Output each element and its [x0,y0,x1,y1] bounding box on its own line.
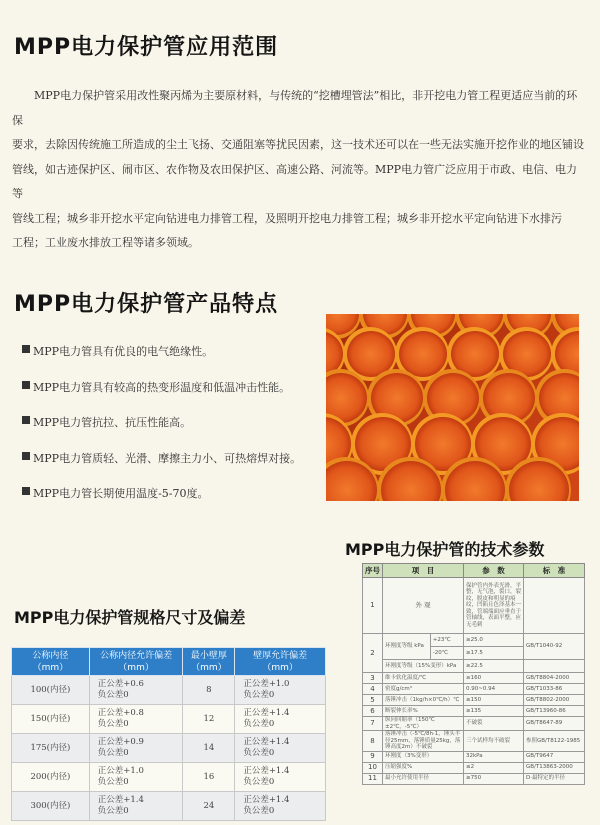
diameter-tolerance-cell [89,676,183,705]
table-row [363,634,585,647]
wall-tolerance-cell [235,676,326,705]
sub-item-cell: -20℃ [430,647,463,660]
std-cell: GB/T8647-89 [524,717,585,731]
wall-tolerance-cell [235,734,326,763]
item-cell: 压缩强度% [383,762,464,773]
header-line: 壁厚允许偏差 [253,650,308,661]
tolerance-line: 负公差0 [243,806,275,816]
tolerance-line: 正公差+0.9 [97,737,144,747]
row-number: 4 [363,684,383,695]
tolerance-line: 正公差+1.4 [243,708,290,718]
header-line: （mm） [32,662,69,673]
table-header-row [363,564,585,578]
std-cell: GB/T1033-86 [524,684,585,695]
row-number: 9 [363,751,383,762]
paragraph-line: MPP电力保护管采用改性聚丙烯为主要原材料，与传统的“挖槽埋管法”相比，非开挖电力管工程更适应当前的环保 [12,89,578,127]
item-cell: 纵向回缩率（150℃±2℃，-5℃） [383,717,464,731]
param-cell: ≥160 [464,673,524,684]
diameter-cell: 300(内径) [12,792,90,821]
table-row [363,578,585,634]
item-cell: 最小允许使用半径 [383,773,464,784]
std-cell [524,660,585,673]
param-cell: 0.90~0.94 [464,684,524,695]
tolerance-line: 负公差0 [97,806,129,816]
wall-tolerance-cell [235,792,326,821]
section-title-specs: MPP电力保护管规格尺寸及偏差 [14,608,246,627]
pipe-opening [347,331,395,377]
header-line: （mm） [118,662,154,673]
diameter-tolerance-cell [89,763,183,792]
column-header: 参 数 [464,564,524,578]
diameter-tolerance-cell [89,734,183,763]
tolerance-line: 正公差+0.8 [97,708,144,718]
wall-tolerance-cell [235,705,326,734]
column-header [12,648,90,676]
wall-thickness-cell: 16 [183,763,235,792]
wall-thickness-cell: 8 [183,676,235,705]
tolerance-line: 负公差0 [97,748,129,758]
row-number: 10 [363,762,383,773]
diameter-tolerance-cell [89,792,183,821]
header-line: 最小壁厚 [190,650,227,661]
diameter-cell: 175(内径) [12,734,90,763]
column-header [235,648,326,676]
feature-text: MPP电力管具有优良的电气绝缘性。 [33,345,214,358]
feature-text: MPP电力管具有较高的热变形温度和低温冲击性能。 [33,380,291,394]
paragraph-line: 管线，如古迹保护区、闹市区、农作物及农田保护区、高速公路、河流等。MPP电力管广泛应用于市政、电信、电力等 [12,162,578,200]
item-cell: 密度g/cm³ [383,684,464,695]
tolerance-line: 正公差+1.4 [243,795,290,805]
pipe-opening [399,331,447,377]
square-bullet-icon [22,487,30,495]
tolerance-line: 负公差0 [97,719,129,729]
table-row [12,676,326,705]
param-cell: ≥25.0 [464,634,524,647]
row-number: 3 [363,673,383,684]
pipes-photo [326,314,579,501]
tolerance-line: 正公差+1.4 [243,737,290,747]
wall-thickness-cell: 24 [183,792,235,821]
std-cell: GB/T13960-86 [524,706,585,717]
table-row [12,734,326,763]
item-cell: 断裂伸长率% [383,706,464,717]
tolerance-line: 正公差+1.0 [243,679,290,689]
header-line: （mm） [262,662,298,673]
item-cell: 环刚度（3%变形） [383,751,464,762]
std-cell: D·最特定的半径 [524,773,585,784]
std-cell: GB/T1040-92 [524,634,585,660]
std-cell: GB/T13863-2000 [524,762,585,773]
row-number: 11 [363,773,383,784]
std-cell: 参照GB/T8122-1985 [524,731,585,752]
pipes-illustration [326,314,579,501]
spec-table [11,647,326,821]
header-line: 公称内径允许偏差 [100,650,173,661]
wall-tolerance-cell [235,763,326,792]
tolerance-line: 正公差+1.4 [97,795,144,805]
header-line: 公称内径 [32,650,69,661]
std-cell [524,578,585,634]
param-cell: 保护管内外表光滑，平整，无气泡，裂口，裂纹，脱皮和明显的痕纹，凹陷且色泽基本一致，管端端面应垂直于管轴线，表面平整，应无毛刺 [464,578,524,634]
std-cell: GB/T9647 [524,751,585,762]
std-cell: GB/T8802-2000 [524,695,585,706]
table-row [363,673,585,684]
tolerance-line: 负公差0 [243,690,275,700]
row-number: 8 [363,731,383,752]
wall-thickness-cell: 12 [183,705,235,734]
header-line: （mm） [191,662,227,673]
tech-params-table [362,563,585,785]
item-cell: 外 观 [383,578,464,634]
item-cell: 落锤冲击（-5℃/8h·1，锤头半径25mm，落锤质量25kg，落锤高度2m）不破裂 [383,731,464,752]
param-cell: ≥135 [464,706,524,717]
tolerance-line: 负公差0 [243,777,275,787]
section-title-tech-params: MPP电力保护管的技术参数 [345,540,545,559]
param-cell: ≥150 [464,695,524,706]
column-header: 项 目 [383,564,464,578]
item-cell: 维卡软化温度/℃ [383,673,464,684]
column-header: 标 准 [524,564,585,578]
feature-list [22,343,322,521]
section-title-application: MPP电力保护管应用范围 [14,35,279,60]
param-cell: ≤2 [464,762,524,773]
table-row [12,792,326,821]
table-row [363,706,585,717]
square-bullet-icon [22,345,30,353]
tolerance-line: 正公差+0.6 [97,679,144,689]
column-header: 序号 [363,564,383,578]
table-row [363,773,585,784]
table-row [363,751,585,762]
table-row [363,731,585,752]
row-number: 1 [363,578,383,634]
row-number: 7 [363,717,383,731]
table-row [12,705,326,734]
tolerance-line: 负公差0 [243,719,275,729]
section-title-features: MPP电力保护管产品特点 [14,292,279,317]
application-paragraph [12,84,586,256]
paragraph-line: 管线工程；城乡非开挖水平定向钻进电力排管工程，及照明开挖电力排管工程；城乡非开挖水平定向钻进下水排污 [12,211,562,225]
table-row [363,660,585,673]
square-bullet-icon [22,381,30,389]
param-cell: ≥17.5 [464,647,524,660]
paragraph-line: 要求，去除因传统施工所造成的尘土飞扬、交通阻塞等扰民因素，这一技术还可以在一些无法实施开挖作业的地区铺设 [12,138,584,151]
table-row [363,695,585,706]
param-cell: ≥22.5 [464,660,524,673]
table-header-row [12,648,326,676]
tolerance-line: 正公差+1.0 [97,766,144,776]
square-bullet-icon [22,416,30,424]
diameter-tolerance-cell [89,705,183,734]
table-row [363,762,585,773]
column-header [89,648,183,676]
row-number: 6 [363,706,383,717]
diameter-cell: 100(内径) [12,676,90,705]
row-number: 2 [363,634,383,673]
tolerance-line: 负公差0 [97,777,129,787]
param-cell: ≥750 [464,773,524,784]
item-cell: 落锤冲击（1kg/h×0℃/h）℃ [383,695,464,706]
column-header [183,648,235,676]
item-cell: 环刚度等级（15%变形）kPa [383,660,464,673]
item-cell: 环刚度等级 kPa [383,634,431,660]
param-cell: 32kPa [464,751,524,762]
feature-text: MPP电力管质轻、光滑、摩擦主力小、可热熔焊对接。 [33,451,302,465]
sub-item-cell: +23℃ [430,634,463,647]
param-cell: 三个试样均不破裂 [464,731,524,752]
tolerance-line: 负公差0 [243,748,275,758]
paragraph-line: 工程；工业废水排放工程等诸多领域。 [12,236,199,249]
wall-thickness-cell: 14 [183,734,235,763]
param-cell: 不破裂 [464,717,524,731]
feature-item [22,414,322,450]
diameter-cell: 200(内径) [12,763,90,792]
diameter-cell: 150(内径) [12,705,90,734]
feature-item [22,343,322,379]
feature-item [22,379,322,415]
square-bullet-icon [22,452,30,460]
row-number: 5 [363,695,383,706]
feature-item [22,450,322,486]
table-row [363,684,585,695]
feature-item [22,485,322,521]
table-row [363,717,585,731]
std-cell: GB/T8804-2000 [524,673,585,684]
tolerance-line: 正公差+1.4 [243,766,290,776]
feature-text: MPP电力管长期使用温度-5-70度。 [33,487,209,500]
tolerance-line: 负公差0 [97,690,129,700]
feature-text: MPP电力管抗拉、抗压性能高。 [33,416,192,429]
table-row [12,763,326,792]
